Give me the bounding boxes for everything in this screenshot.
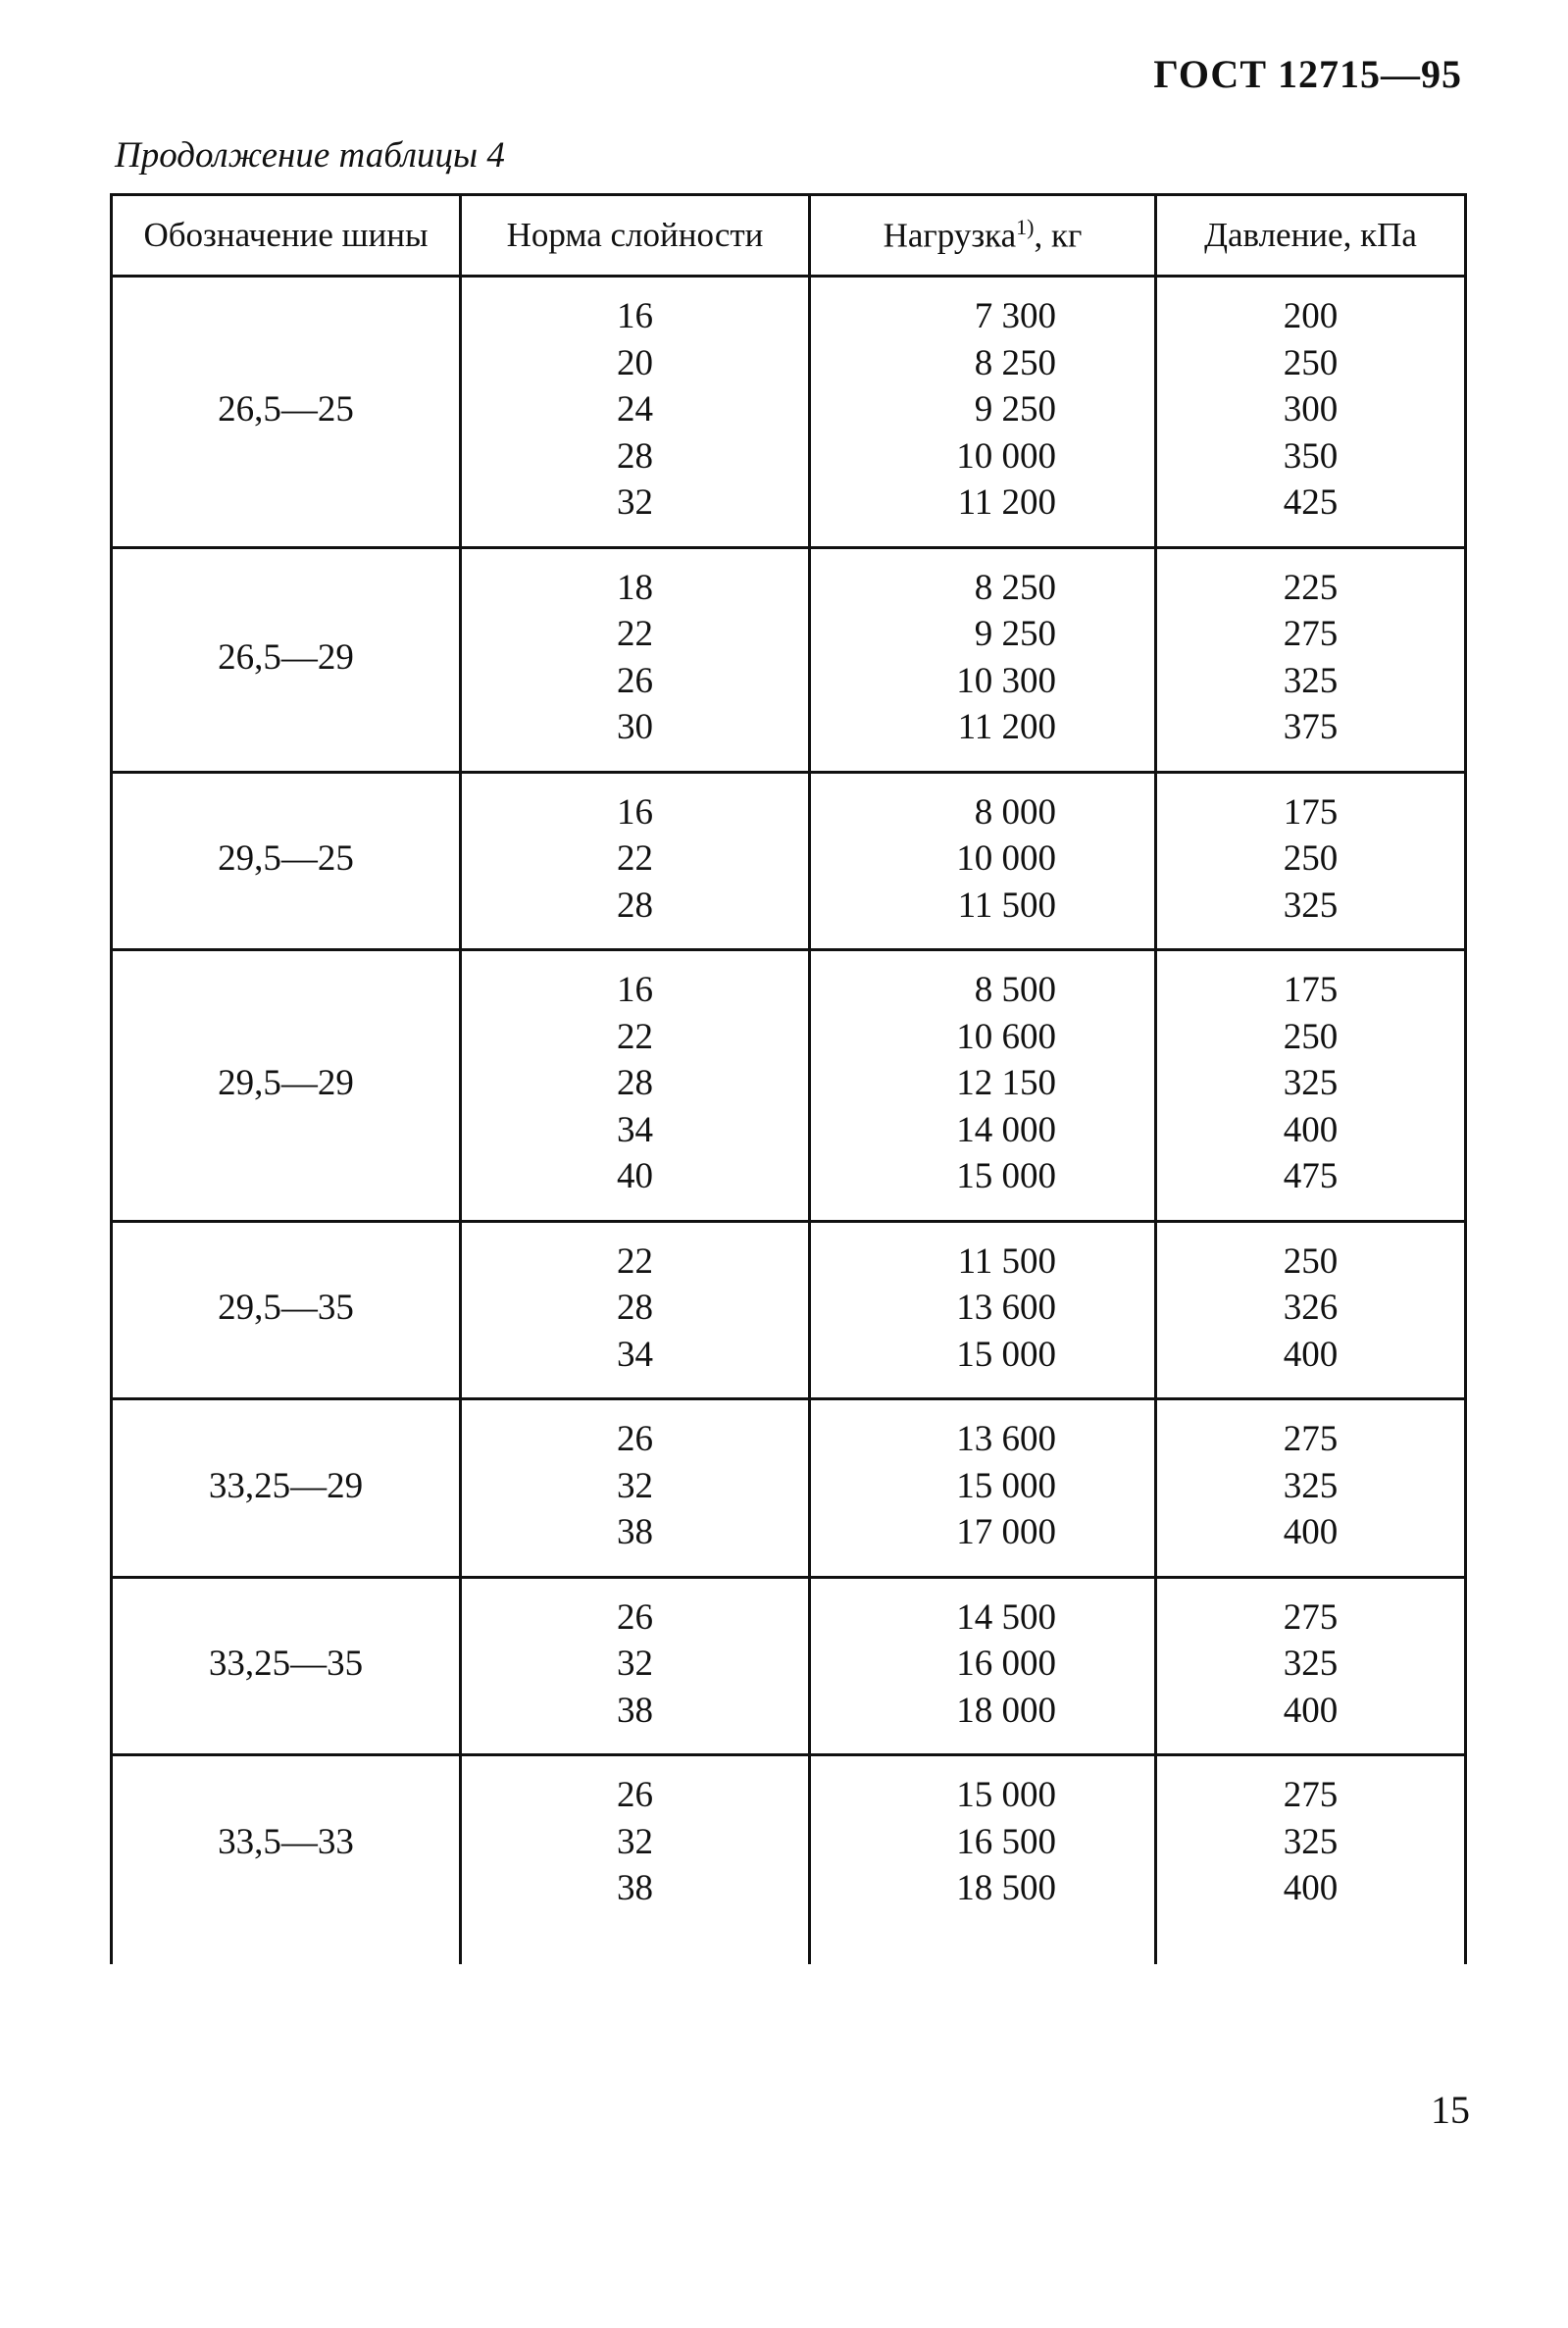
page-number: 15 [1431,2088,1470,2132]
pressure-value: 400 [1283,1109,1339,1150]
load-value: 10 300 [956,660,1056,701]
pressure-value-cell [1156,547,1466,772]
load-value: 8 250 [974,342,1056,383]
pressure-value-line [1157,340,1464,387]
ply-rating: 32 [617,482,653,523]
ply-rating: 16 [617,791,653,833]
load-value: 9 250 [974,614,1056,654]
load-value: 13 600 [956,1288,1056,1328]
pressure-value-cell [1156,1755,1466,1964]
load-value: 17 000 [956,1512,1056,1552]
ply-rating-line [462,967,808,1014]
pressure-value: 400 [1283,1690,1339,1731]
pressure-value: 175 [1283,791,1339,833]
load-header-text: Нагрузка [883,216,1017,255]
ply-rating: 24 [617,389,653,430]
tire-designation: 26,5—29 [218,636,354,678]
ply-rating: 30 [617,707,653,747]
ply-rating-cell [461,950,810,1222]
column-header-load [810,195,1156,277]
load-value: 13 600 [956,1419,1056,1459]
tire-designation-cell [112,277,461,548]
load-value-line [811,1107,1154,1154]
load-value: 18 000 [956,1690,1056,1731]
load-value: 12 150 [956,1063,1056,1103]
ply-rating-line [462,1641,808,1688]
ply-rating: 38 [617,1868,653,1908]
pressure-value: 325 [1283,660,1339,701]
load-value-line [811,1688,1154,1735]
pressure-value-cell [1156,772,1466,950]
pressure-value-line [1157,1107,1464,1154]
load-value-line [811,967,1154,1014]
table-row [112,1755,1466,1964]
tire-designation-cell [112,950,461,1222]
ply-rating-line [462,611,808,658]
load-value-line [811,480,1154,527]
load-value-line [811,1463,1154,1510]
load-value-cell [810,1399,1156,1578]
pressure-value: 325 [1283,1644,1339,1684]
ply-rating-line [462,340,808,387]
ply-rating: 32 [617,1465,653,1506]
ply-rating-line [462,1819,808,1866]
tire-designation-cell [112,1221,461,1399]
load-value: 14 000 [956,1109,1056,1150]
ply-rating-cell [461,1399,810,1578]
load-value: 10 600 [956,1016,1056,1057]
ply-rating: 26 [617,1419,653,1459]
load-value-cell [810,1577,1156,1755]
pressure-value: 400 [1283,1868,1339,1908]
ply-rating-line [462,704,808,751]
pressure-value: 325 [1283,1063,1339,1103]
load-value: 15 000 [956,1775,1056,1815]
load-header-unit: , кг [1034,216,1083,255]
load-value-line [811,1153,1154,1200]
pressure-value: 200 [1283,296,1339,336]
pressure-value-line [1157,1772,1464,1819]
pressure-value-line [1157,433,1464,481]
pressure-value: 250 [1283,1240,1339,1282]
pressure-value: 400 [1283,1334,1339,1375]
ply-rating: 32 [617,1644,653,1684]
pressure-value-line [1157,386,1464,433]
load-value-line [811,1416,1154,1463]
load-value-line [811,789,1154,836]
tire-designation: 29,5—29 [218,1063,354,1103]
pressure-value: 250 [1283,342,1339,383]
pressure-value: 475 [1283,1156,1339,1196]
load-value-line [811,565,1154,612]
load-value-line [811,1014,1154,1061]
footnote-marker: 1) [1016,215,1035,240]
ply-rating-cell [461,1577,810,1755]
ply-rating: 34 [617,1109,653,1150]
pressure-value: 350 [1283,435,1339,477]
pressure-value-line [1157,967,1464,1014]
pressure-value-cell [1156,1221,1466,1399]
load-value-line [811,704,1154,751]
load-value-line [811,386,1154,433]
pressure-value: 300 [1283,389,1339,430]
ply-rating: 26 [617,1775,653,1815]
pressure-value-line [1157,1239,1464,1286]
pressure-value-line [1157,1060,1464,1107]
pressure-value-line [1157,658,1464,705]
load-value: 11 200 [957,707,1056,747]
ply-rating-cell [461,1755,810,1964]
ply-rating-cell [461,772,810,950]
tire-designation: 33,5—33 [218,1821,354,1862]
load-value-line [811,883,1154,930]
ply-rating-line [462,1239,808,1286]
ply-rating-line [462,1332,808,1379]
ply-rating: 26 [617,660,653,701]
load-value: 8 250 [974,567,1056,608]
load-value-cell [810,277,1156,548]
pressure-value-line [1157,1153,1464,1200]
pressure-value-line [1157,1014,1464,1061]
ply-rating-line [462,1772,808,1819]
ply-rating-line [462,565,808,612]
tire-designation: 33,25—29 [208,1465,364,1506]
ply-rating: 34 [617,1334,653,1375]
ply-rating-line [462,1107,808,1154]
pressure-value-line [1157,835,1464,883]
pressure-value: 275 [1283,1419,1339,1459]
tire-designation: 29,5—25 [218,838,354,879]
load-value-line [811,835,1154,883]
pressure-value-line [1157,1819,1464,1866]
load-value-line [811,433,1154,481]
pressure-value-cell [1156,277,1466,548]
load-value-line [811,1285,1154,1332]
pressure-value-line [1157,1641,1464,1688]
tire-load-table [110,193,1467,1964]
ply-rating: 28 [617,435,653,477]
ply-rating-cell [461,547,810,772]
pressure-value-cell [1156,1399,1466,1578]
ply-rating-line [462,835,808,883]
ply-rating-line [462,1463,808,1510]
ply-rating-cell [461,1221,810,1399]
load-value-line [811,1060,1154,1107]
load-value: 11 500 [957,885,1056,926]
load-value: 16 500 [956,1821,1056,1862]
pressure-value-line [1157,704,1464,751]
ply-rating-line [462,1285,808,1332]
table-row [112,950,1466,1222]
pressure-value-line [1157,1463,1464,1510]
pressure-value-line [1157,1688,1464,1735]
ply-rating: 26 [617,1596,653,1638]
pressure-value-line [1157,1332,1464,1379]
pressure-value: 275 [1283,614,1339,654]
tire-designation-cell [112,772,461,950]
load-value-line [811,293,1154,340]
pressure-value-line [1157,1416,1464,1463]
ply-rating: 28 [617,1063,653,1103]
ply-rating: 20 [617,342,653,383]
pressure-value: 400 [1283,1512,1339,1552]
pressure-value: 225 [1283,567,1339,608]
load-value: 10 000 [956,838,1056,879]
table-header-row [112,195,1466,277]
table-row [112,1577,1466,1755]
pressure-value-line [1157,789,1464,836]
load-value: 18 500 [956,1868,1056,1908]
standard-code: ГОСТ 12715—95 [1153,52,1462,96]
pressure-value-line [1157,1865,1464,1912]
ply-rating: 32 [617,1821,653,1862]
tire-designation-cell [112,1577,461,1755]
pressure-value-line [1157,1285,1464,1332]
load-value-line [811,1509,1154,1556]
pressure-value-line [1157,1509,1464,1556]
ply-rating-line [462,1594,808,1642]
ply-rating: 28 [617,885,653,926]
load-value-cell [810,1755,1156,1964]
load-value-cell [810,1221,1156,1399]
pressure-value: 325 [1283,1465,1339,1506]
pressure-value: 325 [1283,1821,1339,1862]
table-row [112,1399,1466,1578]
ply-rating-line [462,1509,808,1556]
table-caption: Продолжение таблицы 4 [115,135,505,176]
load-value-cell [810,950,1156,1222]
ply-rating-line [462,433,808,481]
ply-rating: 22 [617,614,653,654]
ply-rating: 28 [617,1288,653,1328]
load-value-line [811,1772,1154,1819]
tire-designation-cell [112,547,461,772]
load-value: 8 500 [974,970,1056,1010]
pressure-value: 250 [1283,838,1339,879]
ply-rating-line [462,789,808,836]
ply-rating: 16 [617,970,653,1010]
ply-rating-line [462,1416,808,1463]
column-header-pressure: Давление, кПа [1156,195,1466,277]
load-value-line [811,1239,1154,1286]
pressure-value-cell [1156,1577,1466,1755]
tire-designation-cell [112,1399,461,1578]
pressure-value: 250 [1283,1016,1339,1057]
load-value-line [811,611,1154,658]
column-header-ply: Норма слойности [461,195,810,277]
ply-rating-line [462,1153,808,1200]
pressure-value: 275 [1283,1775,1339,1815]
pressure-value-line [1157,480,1464,527]
load-value: 9 250 [974,389,1056,430]
ply-rating: 40 [617,1156,653,1196]
table-row [112,772,1466,950]
tire-designation: 33,25—35 [208,1644,364,1684]
ply-rating: 22 [617,1016,653,1057]
ply-rating-line [462,1060,808,1107]
ply-rating-line [462,293,808,340]
load-value: 15 000 [956,1156,1056,1196]
pressure-value-line [1157,883,1464,930]
ply-rating-line [462,386,808,433]
table-row [112,1221,1466,1399]
ply-rating-line [462,1688,808,1735]
ply-rating: 16 [617,296,653,336]
load-value: 15 000 [956,1334,1056,1375]
pressure-value: 425 [1283,482,1339,523]
load-value-line [811,1594,1154,1642]
load-value-cell [810,772,1156,950]
pressure-value-cell [1156,950,1466,1222]
load-value-line [811,658,1154,705]
pressure-value: 275 [1283,1596,1339,1638]
table-row [112,277,1466,548]
load-value-cell [810,547,1156,772]
ply-rating-line [462,480,808,527]
load-value-line [811,340,1154,387]
load-value: 8 000 [974,791,1056,833]
pressure-value: 375 [1283,707,1339,747]
load-value-line [811,1865,1154,1912]
load-value-line [811,1641,1154,1688]
load-value: 14 500 [956,1596,1056,1638]
ply-rating: 18 [617,567,653,608]
load-value-line [811,1819,1154,1866]
ply-rating-cell [461,277,810,548]
ply-rating: 38 [617,1690,653,1731]
ply-rating: 38 [617,1512,653,1552]
pressure-value: 326 [1283,1288,1339,1328]
load-value-line [811,1332,1154,1379]
pressure-value: 325 [1283,885,1339,926]
pressure-value-line [1157,293,1464,340]
pressure-value-line [1157,1594,1464,1642]
ply-rating-line [462,1014,808,1061]
load-value: 10 000 [956,435,1056,477]
ply-rating-line [462,1865,808,1912]
ply-rating-line [462,658,808,705]
ply-rating: 22 [617,838,653,879]
tire-designation: 26,5—25 [218,389,354,430]
pressure-value: 175 [1283,970,1339,1010]
tire-designation-cell [112,1755,461,1964]
tire-designation: 29,5—35 [218,1288,354,1328]
ply-rating: 22 [617,1240,653,1282]
column-header-tire: Обозначение шины [112,195,461,277]
pressure-value-line [1157,611,1464,658]
load-value: 11 200 [957,482,1056,523]
load-value: 7 300 [974,296,1056,336]
load-value: 15 000 [956,1465,1056,1506]
pressure-value-line [1157,565,1464,612]
load-value: 16 000 [956,1644,1056,1684]
table-row [112,547,1466,772]
ply-rating-line [462,883,808,930]
load-value: 11 500 [957,1240,1056,1282]
